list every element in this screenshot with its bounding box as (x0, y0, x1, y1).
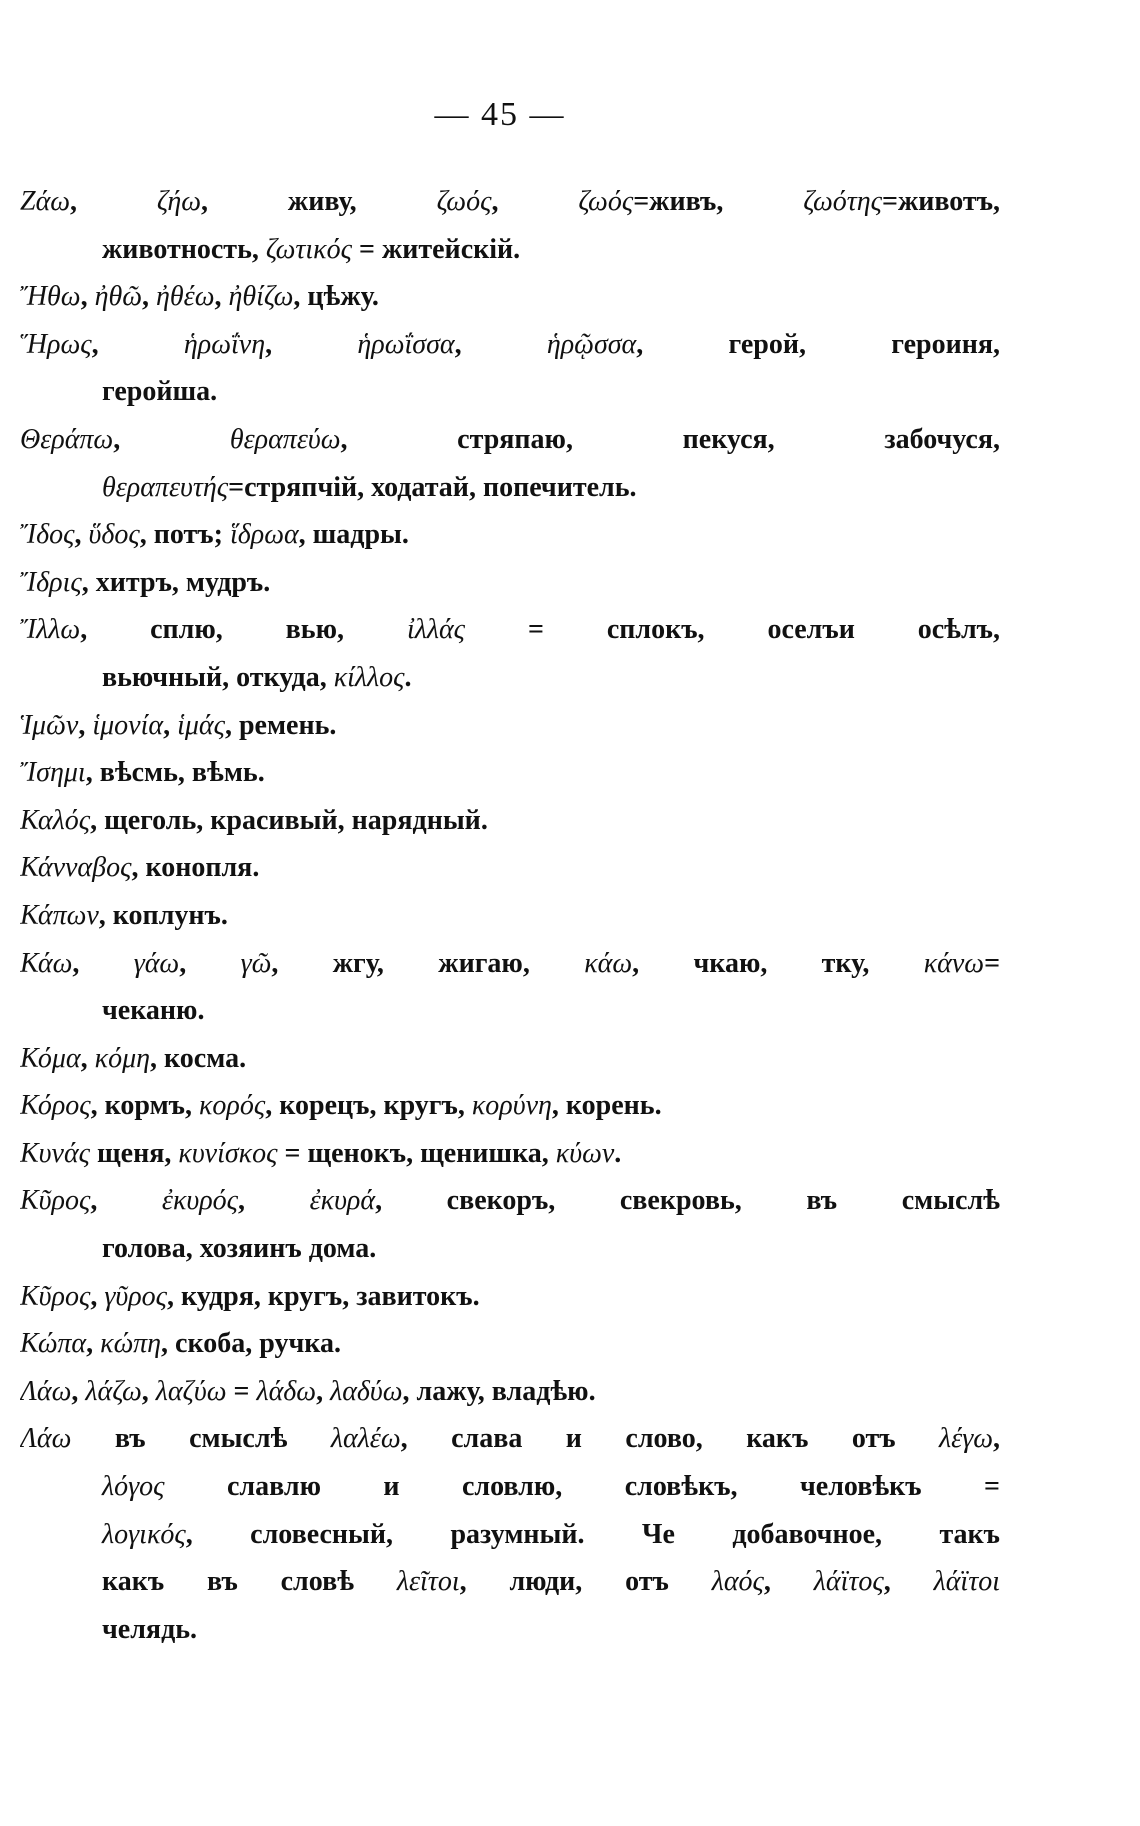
text-line: Κάω, γάω, γῶ, жгу, жигаю, κάω, чкаю, тку, κάνω= (20, 947, 1000, 979)
text-line: животность, ζωτικός = житейскій. (102, 233, 521, 265)
text-line: λόγος славлю и словлю, словѣкъ, человѣкъ = (102, 1471, 1000, 1503)
text-line: Ἱμῶν, ἱμονία, ἱμάς, ремень. (20, 709, 337, 741)
text-line: Κάνναβος, конопля. (20, 852, 260, 884)
text-line: Κῦρος, γῦρος, кудря, кругъ, завитокъ. (20, 1280, 480, 1312)
text-line: вьючный, откуда, κίλλος. (102, 661, 412, 693)
text-line: θεραπευτής=стряпчій, ходатай, попечитель. (102, 471, 637, 503)
text-line: Λάω въ смыслѣ λαλέω, слава и слово, какъ отъ λέγω, (20, 1423, 1000, 1455)
text-line: Κυνάς щеня, κυνίσκος = щенокъ, щенишка, κύων. (20, 1137, 622, 1169)
text-line: челядь. (102, 1613, 198, 1645)
text-line: какъ въ словѣ λεῖτοι, люди, отъ λαός, λάϊτος, λάϊτοι (102, 1566, 1000, 1598)
text-line: Κῦρος, ἐκυρός, ἐκυρά, свекоръ, свекровь, въ смыслѣ (20, 1185, 1000, 1217)
text-line: λογικός, словесный, разумный. Че добавочное, такъ (102, 1518, 1000, 1550)
text-line: Κόμα, κόμη, косма. (20, 1042, 247, 1074)
text-line: Ἴδος, ὕδος, потъ; ἵδρωα, шадры. (20, 519, 409, 551)
text-line: чеканю. (102, 995, 205, 1027)
text-line: геройша. (102, 376, 218, 408)
text-line: Ζάω, ζήω, живу, ζωός, ζωός=живъ, ζωότης=животъ, (20, 186, 1000, 217)
text-line: Θεράπω, θεραπεύω, стряпаю, пекуся, забочуся, (20, 423, 1000, 455)
text-line: Λάω, λάζω, λαζύω = λάδω, λαδύω, лажу, владѣю. (20, 1375, 596, 1407)
text-line: Κώπα, κώπη, скоба, ручка. (20, 1328, 341, 1360)
page-number: — 45 — (434, 96, 566, 133)
text-line: Ἴσημι, вѣсмь, вѣмь. (20, 757, 265, 789)
text-line: Κόρος, кормъ, κορός, корецъ, кругъ, κορύνη, корень. (20, 1090, 662, 1122)
text-line: Καλός, щеголь, красивый, нарядный. (20, 804, 488, 836)
text-line: голова, хозяинъ дома. (102, 1233, 377, 1265)
text-line: Ἴλλω, сплю, вью, ἰλλάς = сплокъ, оселъи осѣлъ, (20, 614, 1000, 646)
text-line: Ἤθω, ἠθῶ, ἠθέω, ἠθίζω, цѣжу. (20, 281, 379, 313)
dictionary-entries (20, 178, 1000, 1653)
text-line: Κάπων, коплунъ. (20, 899, 228, 931)
text-line: Ἥρως, ἡρωΐνη, ἡρωΐσσα, ἡρῷσσα, герой, героиня, (20, 328, 1000, 360)
text-line: Ἴδρις, хитръ, мудръ. (20, 566, 271, 598)
